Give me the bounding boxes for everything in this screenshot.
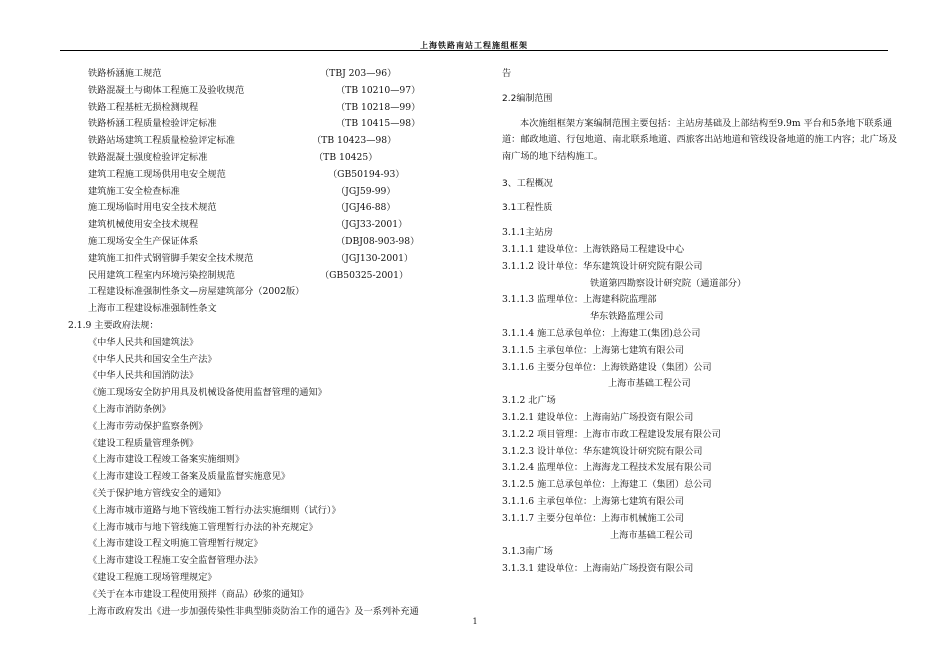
header-rule <box>60 50 888 51</box>
law-item: 《上海市城市与地下管线施工管理暂行办法的补充规定》 <box>88 521 318 533</box>
law-item: 《上海市城市道路与地下管线施工暂行办法实施细则（试行）》 <box>88 504 341 516</box>
standard-code: （TBJ 203—96） <box>320 68 397 79</box>
law-item: 《施工现场安全防护用具及机械设备使用监督管理的通知》 <box>88 387 327 399</box>
laws-list <box>60 335 460 621</box>
standard-name: 建筑工程施工现场供用电安全规范 <box>88 168 226 180</box>
standard-code: （JGJ130-2001） <box>336 252 414 264</box>
standard-name: 施工现场安全生产保证体系 <box>88 235 199 247</box>
heading-scope: 2.2编制范围 <box>502 93 553 104</box>
law-item: 《上海市建设工程文明施工管理暂行规定》 <box>88 538 263 550</box>
standard-name: 建筑施工安全检查标准 <box>88 185 180 197</box>
standard-code: （TB 10415—98） <box>336 118 421 130</box>
item-line: 3.1.2.3 设计单位：华东建筑设计研究院有限公司 <box>502 445 703 457</box>
standard-name: 铁路混凝土强度检验评定标准 <box>88 151 208 163</box>
item-line: 3.1.1主站房 <box>502 227 553 239</box>
standard-name: 建筑施工扣件式钢管脚手架安全技术规范 <box>88 252 254 264</box>
law-item: 《关于保护地方管线安全的通知》 <box>88 487 226 499</box>
standard-name: 铁路桥涵施工规范 <box>88 68 162 79</box>
standard-name: 铁路站场建筑工程质量检验评定标准 <box>88 135 235 147</box>
item-line: 3.1.1.5 主承包单位：上海第七建筑有限公司 <box>502 344 685 356</box>
heading-overview: 3、工程概况 <box>502 178 553 189</box>
standard-item <box>88 251 460 268</box>
standard-code: （JGJ46-88） <box>336 202 396 214</box>
item-line: 3.1.1.3 监理单位：上海建科院监理部 <box>502 294 657 306</box>
page-number: 1 <box>472 617 478 626</box>
law-item: 《建设工程质量管理条例》 <box>88 437 199 449</box>
law-item: 《上海市消防条例》 <box>88 403 171 415</box>
item-line: 3.1.1.6 主承包单位：上海第七建筑有限公司 <box>502 495 685 507</box>
law-item: 《中华人民共和国消防法》 <box>88 370 199 382</box>
item-line-continuation: 华东铁路监理公司 <box>590 311 664 323</box>
item-line: 3.1.2.1 建设单位：上海南站广场投资有限公司 <box>502 411 694 423</box>
standard-item <box>88 200 460 217</box>
standard-code: （TB 10423—98） <box>312 135 397 147</box>
item-line: 3.1.1.7 主要分包单位：上海市机械施工公司 <box>502 512 685 524</box>
item-line: 3.1.2.5 施工总承包单位：上海建工（集团）总公司 <box>502 479 712 491</box>
standard-item <box>88 234 460 251</box>
law-item: 《中华人民共和国安全生产法》 <box>88 353 217 365</box>
standard-item <box>88 66 460 83</box>
law-item: 《上海市建设工程竣工备案实施细则》 <box>88 454 245 466</box>
section-title-regulations: 2.1.9 主要政府法规： <box>68 319 159 331</box>
heading-nature: 3.1工程性质 <box>502 203 553 214</box>
standard-code: （DBJ08-903-98） <box>336 235 420 247</box>
standard-name: 铁路混凝土与砌体工程施工及验收规范 <box>88 84 245 96</box>
standard-item <box>88 268 460 285</box>
standard-name: 建筑机械使用安全技术规程 <box>88 219 199 231</box>
standard-item <box>88 184 460 201</box>
page-header-title: 上海铁路南站工程施组框架 <box>420 40 528 50</box>
extra-standard-line: 上海市工程建设标准强制性条文 <box>88 303 217 315</box>
standard-name: 铁路工程基桩无损检测规程 <box>88 101 199 113</box>
standard-code: （JGJ59-99） <box>336 185 396 197</box>
standard-code: （GB50194-93） <box>328 168 405 180</box>
law-item: 《关于在本市建设工程使用预拌（商品）砂浆的通知》 <box>88 588 309 600</box>
item-line: 3.1.1.4 施工总承包单位：上海建工(集团)总公司 <box>502 327 701 339</box>
item-line-continuation: 上海市基础工程公司 <box>610 529 693 541</box>
standard-name: 施工现场临时用电安全技术规范 <box>88 202 217 214</box>
law-item-last: 上海市政府发出《进一步加强传染性非典型肺炎防治工作的通告》及一系列补充通 <box>88 605 419 617</box>
item-line: 3.1.2 北广场 <box>502 395 556 407</box>
item-line: 3.1.1.1 建设单位：上海铁路局工程建设中心 <box>502 243 685 255</box>
standard-item <box>88 116 460 133</box>
standards-list <box>60 66 460 318</box>
standard-item <box>88 167 460 184</box>
standard-item <box>88 83 460 100</box>
item-line: 3.1.2.2 项目管理：上海市市政工程建设发展有限公司 <box>502 428 721 440</box>
law-item: 《中华人民共和国建筑法》 <box>88 336 199 348</box>
standard-code: （GB50325-2001） <box>320 269 409 281</box>
item-line: 3.1.3.1 建设单位：上海南站广场投资有限公司 <box>502 563 694 575</box>
extra-standard-line: 工程建设标准强制性条文—房屋建筑部分（2002版） <box>88 286 305 298</box>
right-column <box>502 66 902 578</box>
standard-item <box>88 100 460 117</box>
item-line: 3.1.1.6 主要分包单位：上海铁路建设（集团）公司 <box>502 361 712 373</box>
standard-code: （TB 10210—97） <box>336 84 421 96</box>
law-item: 《上海市建设工程竣工备案及质量监督实施意见》 <box>88 471 291 483</box>
left-column <box>60 66 460 620</box>
standard-code: （TB 10218—99） <box>336 101 421 113</box>
law-item: 《上海市劳动保护监察条例》 <box>88 420 208 432</box>
standard-code: （JGJ33-2001） <box>336 219 408 231</box>
law-item: 《建设工程施工现场管理规定》 <box>88 571 217 583</box>
standard-code: （TB 10425） <box>314 151 378 163</box>
item-line: 3.1.1.2 设计单位：华东建筑设计研究院有限公司 <box>502 260 703 272</box>
law-item: 《上海市建设工程施工安全监督管理办法》 <box>88 555 263 567</box>
standard-item <box>88 133 460 150</box>
standard-name: 民用建筑工程室内环境污染控制规范 <box>88 269 235 281</box>
continuation-text: 告 <box>502 68 512 79</box>
item-line: 3.1.2.4 监理单位：上海海龙工程技术发展有限公司 <box>502 462 712 474</box>
item-line-continuation: 上海市基础工程公司 <box>608 378 691 390</box>
standard-name: 铁路桥涵工程质量检验评定标准 <box>88 118 217 130</box>
scope-paragraph: 本次施组框架方案编制范围主要包括：主站房基础及上部结构至9.9m 平台和5条地下联系通道：邮政地道、行包地道、南北联系地道、西旅客出站地道和管线设备地道的施工内容；北广场及南广场的地下结构施工。 <box>502 117 898 163</box>
standard-item <box>88 217 460 234</box>
item-line: 3.1.3南广场 <box>502 546 553 558</box>
item-line-continuation: 铁道第四勘察设计研究院（通道部分） <box>590 277 747 289</box>
standard-item <box>88 150 460 167</box>
